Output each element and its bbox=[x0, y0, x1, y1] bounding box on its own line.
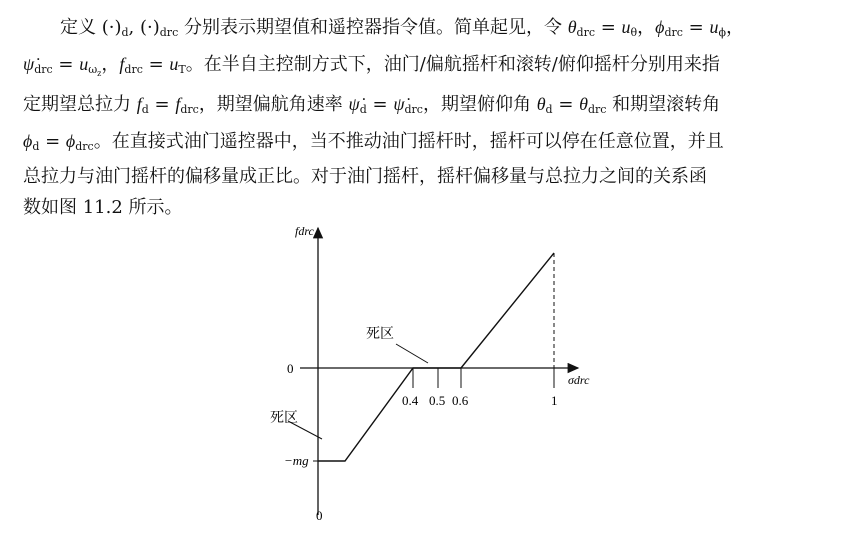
paragraph-line-3: 定期望总拉力 $f_d = f_{drc}$，期望偏航角速率 $\psi̇_d$ = $\psi̇_{drc}$，期望俯仰角 $\theta_d = \theta_{drc}$ 和期望滚转角 bbox=[23, 94, 721, 117]
paragraph-line-2: $\psi̇_{drc} = u_{\omega_z}$，$f_{drc} = u_T$。在半自主控制方式下，油门/偏航摇杆和滚转/俯仰摇杆分别用来指 bbox=[23, 53, 720, 78]
paragraph-line-1: 定义 $(\cdot)_d$, $(\cdot)_{drc}$ 分别表示期望值和遥控器指令值。简单起见，令 $\theta_{drc} = u_\theta$，$\phi_{drc} = u_\phi$， bbox=[60, 17, 744, 39]
x-tick-label-0.6: 0.6 bbox=[452, 393, 469, 408]
paragraph-line-6: 数如图 11.2 所示。 bbox=[23, 196, 183, 218]
y-axis-label: fdrc bbox=[295, 224, 314, 238]
neg-mg-label: −mg bbox=[284, 453, 309, 468]
dead-zone-upper-pointer bbox=[396, 344, 428, 363]
throttle-curve bbox=[318, 253, 554, 461]
paragraph-line-5: 总拉力与油门摇杆的偏移量成正比。对于油门摇杆，摇杆偏移量与总拉力之间的关系函 bbox=[23, 166, 707, 188]
x-axis-label: σdrc bbox=[568, 373, 590, 387]
paragraph-line-4: $\phi_d = \phi_{drc}$。在直接式油门遥控器中，当不推动油门摇杆时，摇杆可以停在任意位置，并且 bbox=[23, 130, 724, 153]
dead-zone-label-lower: 死区 bbox=[270, 410, 298, 426]
x-tick-label-1: 1 bbox=[551, 393, 558, 408]
x-tick-label-0.4: 0.4 bbox=[402, 393, 419, 408]
x-tick-label-0.5: 0.5 bbox=[429, 393, 446, 408]
zero-y-label: 0 bbox=[287, 361, 294, 376]
origin-label: 0 bbox=[316, 508, 323, 523]
dead-zone-label-upper: 死区 bbox=[366, 326, 394, 342]
